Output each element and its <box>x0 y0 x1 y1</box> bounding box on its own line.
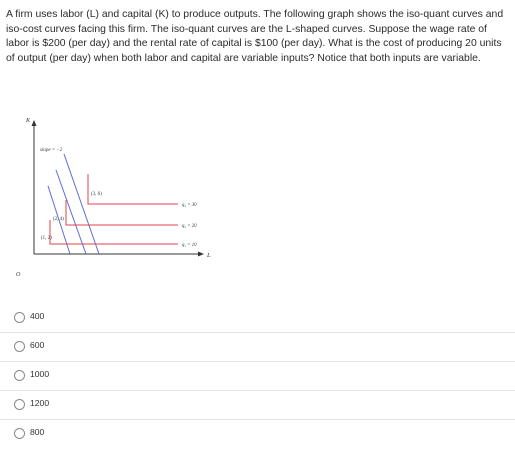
isoquant-q3 <box>88 174 178 204</box>
point-label-2-4: (2, 4) <box>53 217 64 222</box>
option-label: 1200 <box>30 398 50 408</box>
option-label: 600 <box>30 340 45 350</box>
question-text: A firm uses labor (L) and capital (K) to produce outputs. The following graph shows the iso-quant curves and iso-cost curves facing this firm. The iso-quant curves are the L-shaped curves. Suppose the wage rate of labor is $200 (per day) and the rental rate of capital is $100 (per day). What is the cost of producing 20 units of output (per day) when both labor and capital are variable inputs? Notice that both inputs are variable. <box>6 9 504 64</box>
option-label: 400 <box>30 311 45 321</box>
radio-button[interactable] <box>14 399 25 410</box>
isocost-line-mid <box>56 170 86 254</box>
option-label: 1000 <box>30 369 50 379</box>
slope-label: slope = −2 <box>40 148 63 153</box>
isoquant-curves <box>50 174 178 244</box>
origin-label: O <box>16 272 21 278</box>
option-400[interactable] <box>0 304 515 333</box>
radio-button[interactable] <box>14 370 25 381</box>
point-label-3-6: (3, 6) <box>91 192 102 197</box>
answer-options <box>0 304 515 448</box>
option-600[interactable] <box>0 333 515 362</box>
option-800[interactable] <box>0 420 515 448</box>
isoquant-q1 <box>50 220 178 244</box>
isoquant-isocost-graph <box>0 108 240 286</box>
axes <box>32 120 205 257</box>
radio-button[interactable] <box>14 428 25 439</box>
isoquant-label-q3: q₃ = 30 <box>182 203 197 208</box>
y-axis-label: K <box>26 118 31 124</box>
radio-button[interactable] <box>14 312 25 323</box>
option-label: 800 <box>30 427 45 437</box>
isoquant-label-q1: q₁ = 10 <box>182 243 197 248</box>
x-axis-label: L <box>207 252 211 259</box>
radio-button[interactable] <box>14 341 25 352</box>
option-1200[interactable] <box>0 391 515 420</box>
isoquant-label-q2: q₂ = 20 <box>182 224 197 229</box>
option-1000[interactable] <box>0 362 515 391</box>
point-label-1-2: (1, 2) <box>41 236 52 241</box>
